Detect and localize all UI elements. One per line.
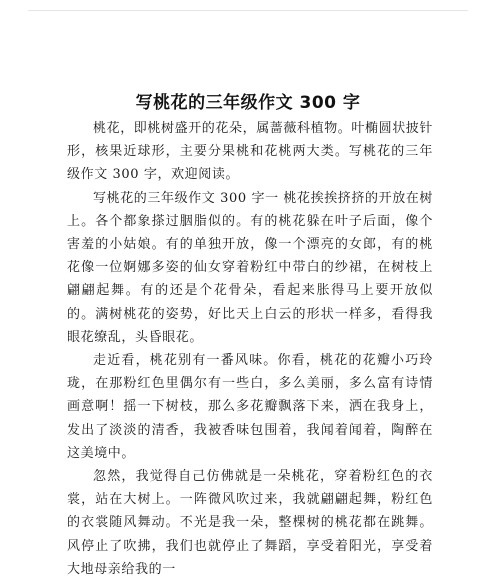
- document-title: 写桃花的三年级作文 300 字: [135, 93, 361, 113]
- page-header-rule: [28, 10, 468, 11]
- paragraph-intro: 桃花，即桃树盛开的花朵，属蔷薇科植物。叶椭圆状披针形，核果近球形，主要分果桃和花桃两大类。写桃花的三年级作文 300 字，欢迎阅读。: [67, 121, 434, 183]
- paragraph-3: 忽然，我觉得自己仿佛就是一朵桃花，穿着粉红色的衣裳，站在大树上。一阵微风吹过来，我就翩翩起舞，粉红色的衣裳随风舞动。不光是我一朵，整棵树的桃花都在跳舞。风停止了吹拂，我们也就停止了舞蹈，享受着阳光，享受着大地母亲给我的一: [67, 469, 433, 577]
- paragraph-1: 写桃花的三年级作文 300 字一 桃花挨挨挤挤的开放在树上。各个都象搽过胭脂似的。有的桃花躲在叶子后面，像个害羞的小姑娘。有的单独开放，像一个漂亮的女郎，有的桃花像一位婀娜多姿的仙女穿着粉红中带白的纱裙，在树枝上翩翩起舞。有的还是个花骨朵，看起来胀得马上要开放似的。满树桃花的姿势，好比天上白云的形状一样多，看得我眼花缭乱，头昏眼花。: [67, 190, 434, 345]
- document-body: [67, 117, 433, 581]
- paragraph-2: 走近看，桃花别有一番风味。你看，桃花的花瓣小巧玲珑，在那粉红色里偶尔有一些白，多么美丽，多么富有诗情画意啊！摇一下树枝，那么多花瓣飘落下来，洒在我身上，发出了淡淡的清香，我被香味包围着，我闻着闻着，陶醉在这美境中。: [67, 353, 433, 461]
